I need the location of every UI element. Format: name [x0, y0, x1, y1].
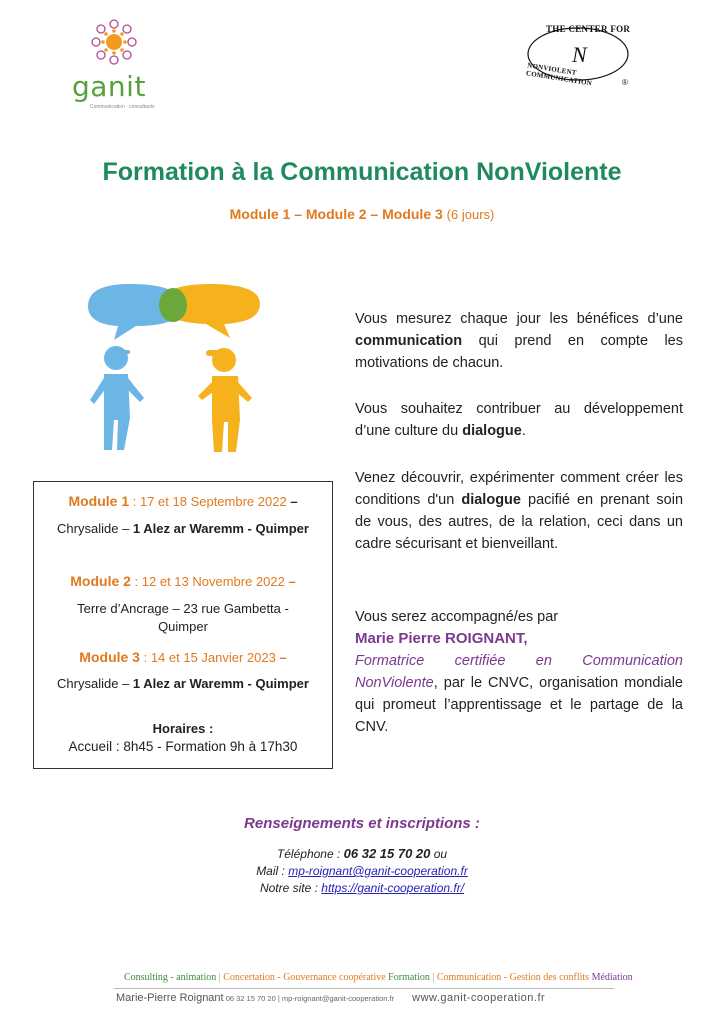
- cnvc-description: , par le CNVC, organisation mondiale qui promeut l’apprentissage et le partage de la CNV.: [355, 675, 683, 735]
- phone-number: 06 32 15 70 20: [343, 846, 431, 861]
- footer-service: Médiation: [591, 972, 633, 983]
- footer-contacts: [116, 992, 545, 1004]
- modules-list: Module 1 – Module 2 – Module 3: [229, 206, 443, 222]
- footer-service: Communication - Gestion des conflits: [436, 972, 590, 983]
- trainer-name: Marie Pierre ROIGNANT,: [355, 630, 528, 647]
- module-sep: :: [129, 494, 140, 509]
- trainer-paragraph: [355, 606, 683, 738]
- module-place: Chrysalide –: [57, 521, 133, 536]
- footer-services: [124, 972, 633, 983]
- footer-contact-details: 06 32 15 70 20 | mp-roignant@ganit-cooperation.fr: [223, 994, 395, 1003]
- site-line: [0, 881, 724, 895]
- module-dates: 17 et 18 Septembre 2022: [139, 494, 287, 509]
- svg-text:N: N: [572, 42, 587, 67]
- footer-service: Formation: [388, 972, 430, 983]
- intro-text: Venez découvrir, expérimenter comment créer les conditions d'un: [355, 470, 683, 508]
- site-link[interactable]: https://ganit-cooperation.fr/: [321, 881, 465, 895]
- mail-link[interactable]: mp-roignant@ganit-cooperation.fr: [288, 864, 468, 878]
- ganit-wordmark: ganit: [72, 70, 146, 103]
- intro-paragraph-3: [355, 467, 683, 555]
- module-place: Terre d’Ancrage – 23 rue Gambetta -: [77, 601, 289, 616]
- module-1-location: [34, 520, 332, 538]
- module-label: Module 1: [68, 493, 130, 509]
- schedule-text: Accueil : 8h45 - Formation 9h à 17h30: [68, 739, 298, 754]
- intro-text: Vous souhaitez contribuer au développement d’une culture du: [355, 401, 683, 439]
- module-dates: 12 et 13 Novembre 2022: [141, 574, 285, 589]
- footer-service: Concertation - Gouvernance coopérative: [223, 972, 386, 983]
- footer-website[interactable]: www.ganit-cooperation.fr: [412, 992, 546, 1004]
- footer-sep: |: [216, 972, 224, 983]
- module-label: Module 3: [79, 649, 140, 665]
- accompanied-text: Vous serez accompagné/es par: [355, 609, 559, 625]
- page-title: Formation à la Communication NonViolente: [102, 158, 622, 186]
- cnvc-bottom-text: NONVIOLENT COMMUNICATION: [525, 61, 593, 88]
- modules-box: [33, 481, 333, 769]
- module-city: Quimper: [158, 619, 208, 634]
- module-3-location: [34, 675, 332, 693]
- footer-name: Marie-Pierre Roignant: [116, 992, 224, 1004]
- cnvc-registered-mark: ®: [622, 78, 628, 87]
- module-address: 1 Alez ar Waremm - Quimper: [132, 521, 309, 536]
- module-sep: :: [139, 650, 151, 665]
- intro-text: Vous mesurez chaque jour les bénéfices d’une: [355, 311, 683, 327]
- module-dash: –: [275, 650, 287, 665]
- footer-service: Consulting - animation: [124, 972, 217, 983]
- mail-label: Mail :: [256, 864, 289, 878]
- ganit-logo: [64, 14, 164, 114]
- module-1-heading: [34, 492, 332, 511]
- phone-label: Téléphone :: [276, 847, 344, 861]
- ganit-flower-icon: [64, 14, 164, 74]
- module-sep: :: [130, 574, 142, 589]
- module-dash: –: [286, 494, 298, 509]
- module-2-location: [34, 600, 332, 636]
- intro-text: pacifié en prenant soin de vous, des autres, de la relation, ceci dans un cadre sécurisant et bienveillant.: [355, 492, 684, 552]
- intro-paragraph-1: [355, 308, 683, 374]
- highlight-dialogue: dialogue: [461, 492, 521, 508]
- cnvc-logo: [522, 18, 638, 90]
- phone-suffix: ou: [430, 847, 448, 861]
- module-dash: –: [284, 574, 296, 589]
- intro-text: .: [521, 423, 526, 439]
- module-2-heading: [34, 572, 332, 591]
- intro-paragraph-2: [355, 398, 683, 442]
- footer-divider: [114, 988, 614, 989]
- ganit-tagline: Communication · consultants: [90, 104, 155, 110]
- intro-text: qui prend en compte les motivations de chacun.: [355, 333, 683, 371]
- mail-line: [0, 864, 724, 878]
- module-label: Module 2: [70, 573, 131, 589]
- site-label: Notre site :: [259, 881, 322, 895]
- module-address: 1 Alez ar Waremm - Quimper: [132, 676, 309, 691]
- highlight-dialogue: dialogue: [462, 423, 522, 439]
- dialogue-illustration: [84, 280, 276, 460]
- phone-line: [0, 846, 724, 861]
- contact-title: Renseignements et inscriptions :: [244, 815, 480, 832]
- cnvc-top-text: THE CENTER FOR: [546, 24, 631, 34]
- highlight-communication: communication: [355, 333, 463, 349]
- module-3-heading: [34, 648, 332, 667]
- footer-sep: |: [429, 972, 437, 983]
- trainer-role: Formatrice certifiée en Communication NonViolente: [355, 653, 683, 691]
- duration-days: (6 jours): [446, 207, 495, 222]
- schedule-title: Horaires :: [152, 721, 214, 736]
- module-place: Chrysalide –: [57, 676, 133, 691]
- module-dates: 14 et 15 Janvier 2023: [150, 650, 276, 665]
- modules-subtitle: [0, 206, 724, 222]
- people-talking-icon: [84, 280, 276, 460]
